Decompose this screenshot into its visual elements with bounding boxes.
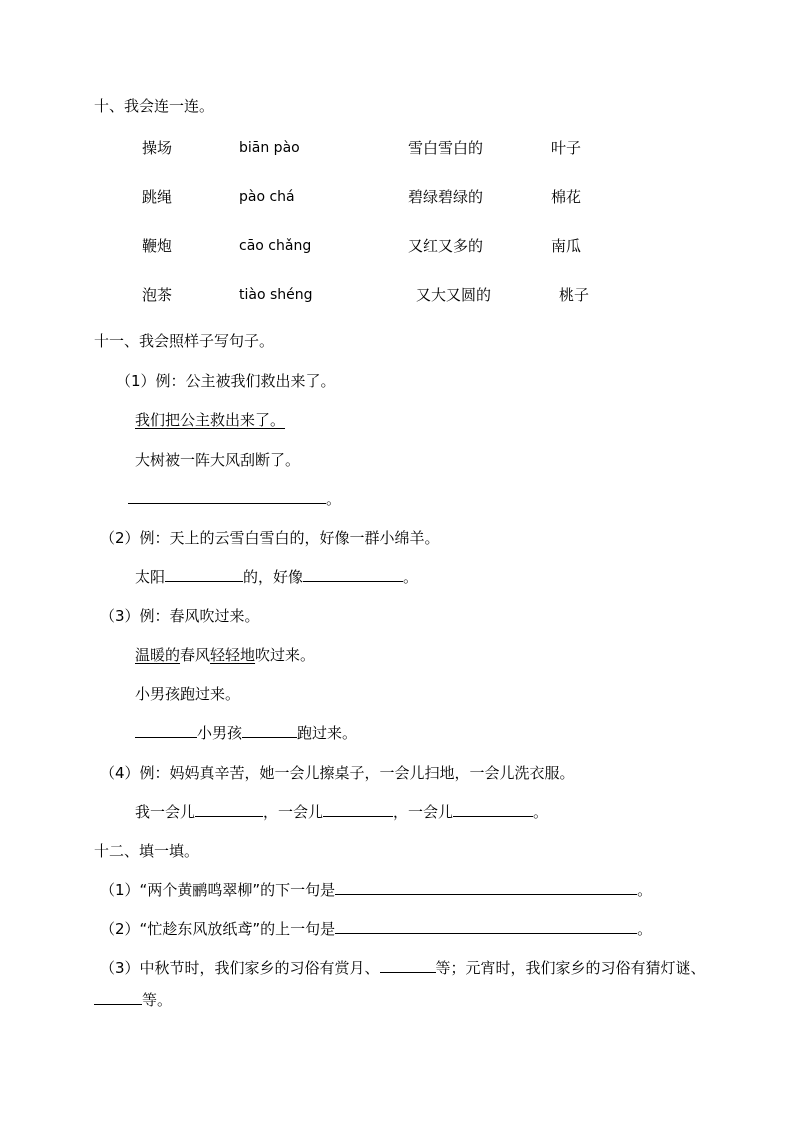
match-adjective: 碧绿碧绿的 (408, 188, 484, 206)
fill-q3-text-b: 等；元宵时，我们家乡的习俗有猜灯谜、 (435, 959, 706, 977)
q4-part1: 我一会儿 (135, 803, 196, 821)
q3-example: （3）例：春风吹过来。 (100, 607, 260, 625)
q4-period: 。 (533, 803, 549, 821)
q1-answer-line (128, 489, 341, 509)
fill-q3-blank-1[interactable] (380, 958, 436, 973)
match-adjective: 又大又圆的 (416, 286, 492, 304)
q3-answer-example-line (135, 645, 315, 665)
q3-part1: 小男孩 (197, 724, 243, 742)
fill-q2-blank[interactable] (335, 919, 637, 934)
q4-blank-2[interactable] (323, 802, 393, 817)
q4-part2: ，一会儿 (263, 803, 324, 821)
q2-part2: 的，好像 (243, 568, 304, 586)
q1-prompt: 大树被一阵大风刮断了。 (135, 451, 301, 469)
fill-q3-line-2 (94, 990, 172, 1010)
fill-q3-line-1 (100, 958, 706, 978)
match-word: 跳绳 (142, 188, 173, 206)
match-adjective: 又红又多的 (408, 237, 484, 255)
fill-q1-text: （1）“两个黄鹂鸣翠柳”的下一句是 (100, 881, 336, 899)
q4-part3: ，一会儿 (393, 803, 454, 821)
fill-q2-period: 。 (637, 920, 653, 938)
q1-answer-blank[interactable] (128, 489, 326, 504)
match-word: 鞭炮 (142, 237, 173, 255)
q1-example: （1）例：公主被我们救出来了。 (116, 372, 336, 390)
fill-q3-blank-2[interactable] (94, 990, 142, 1005)
q2-blank-2[interactable] (303, 567, 403, 582)
q2-period: 。 (403, 568, 419, 586)
fill-q3-text-a: （3）中秋节时，我们家乡的习俗有赏月、 (100, 959, 380, 977)
fill-q1-line (100, 880, 652, 900)
section-10-title: 十、我会连一连。 (94, 97, 215, 115)
q3-answer-line (135, 723, 357, 743)
q4-example: （4）例：妈妈真辛苦，她一会儿擦桌子，一会儿扫地，一会儿洗衣服。 (100, 764, 575, 782)
fill-q2-line (100, 919, 652, 939)
q3-example-end: 吹过来。 (255, 646, 316, 664)
q3-example-underline-1: 温暖的 (135, 646, 181, 664)
q3-part2: 跑过来。 (297, 724, 358, 742)
match-word: 泡茶 (142, 286, 173, 304)
fill-q2-text: （2）“忙趁东风放纸鸢”的上一句是 (100, 920, 336, 938)
q1-period: 。 (326, 490, 342, 508)
q2-example: （2）例：天上的云雪白雪白的，好像一群小绵羊。 (100, 529, 440, 547)
match-pinyin: biān pào (239, 140, 300, 156)
match-pinyin: tiào shéng (239, 287, 313, 303)
q4-answer-line (135, 802, 548, 822)
fill-q3-text-c: 等。 (142, 991, 173, 1009)
q1-answer-example-line (126, 410, 285, 430)
q4-blank-1[interactable] (195, 802, 263, 817)
q2-blank-1[interactable] (165, 567, 243, 582)
q3-example-mid: 春风 (180, 646, 211, 664)
q3-blank-1[interactable] (135, 723, 197, 738)
match-adjective: 雪白雪白的 (408, 139, 484, 157)
fill-q1-period: 。 (637, 881, 653, 899)
q2-part1: 太阳 (135, 568, 166, 586)
q3-example-underline-2: 轻轻地 (210, 646, 256, 664)
match-word: 操场 (142, 139, 173, 157)
section-12-title: 十二、填一填。 (94, 842, 200, 860)
q2-answer-line (135, 567, 418, 587)
section-11-title: 十一、我会照样子写句子。 (94, 332, 275, 350)
q1-answer-example: 我们把公主救出来了。 (135, 411, 286, 429)
q3-prompt: 小男孩跑过来。 (135, 685, 241, 703)
q4-blank-3[interactable] (453, 802, 533, 817)
match-pinyin: pào chá (239, 189, 295, 205)
match-pinyin: cāo chǎng (239, 238, 312, 254)
fill-q1-blank[interactable] (335, 880, 637, 895)
match-noun: 叶子 (551, 139, 582, 157)
match-noun: 棉花 (551, 188, 582, 206)
match-noun: 南瓜 (551, 237, 582, 255)
q3-blank-2[interactable] (242, 723, 297, 738)
match-noun: 桃子 (559, 286, 590, 304)
